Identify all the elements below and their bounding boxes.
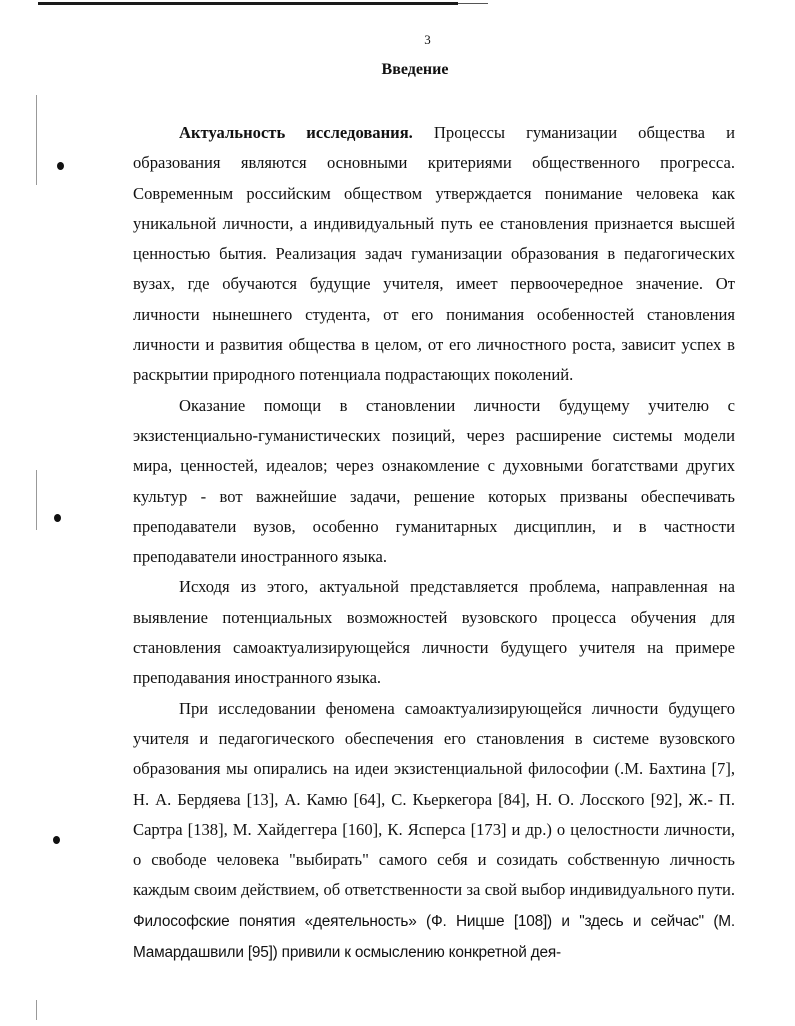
binding-hole-mark	[54, 514, 61, 522]
page-number: 3	[424, 32, 431, 47]
binding-hole-mark	[53, 836, 60, 844]
scan-margin-line	[36, 95, 37, 185]
binding-hole-mark	[57, 162, 64, 170]
paragraph-relevance	[133, 118, 735, 391]
paragraph-research-basis	[133, 694, 735, 969]
document-body	[133, 118, 735, 968]
paragraph-text: Исходя из этого, актуальной представляется проблема, направленная на выявление потенциальных возможностей вузовского процесса обучения для становления самоактуализирующейся личности будущего учителя на примере преподавания иностранного языка.	[133, 577, 735, 688]
paragraph-problem	[133, 572, 735, 693]
paragraph-lead: Актуальность исследования.	[179, 123, 413, 142]
page-title: Введение	[381, 61, 449, 78]
paragraph-text: Оказание помощи в становлении личности будущему учителю с экзистенциально-гуманистических позиций, через расширение системы модели мира, ценностей, идеалов; через ознакомление с духовными богатствами других культур - вот важнейшие задачи, решение которых призваны обеспечивать преподаватели вузов, особенно гуманитарных дисциплин, и в частности преподаватели иностранного языка.	[133, 395, 735, 567]
paragraph-continuation: Философские понятия «деятельность» (Ф. Ницше [108]) и "здесь и сейчас" (М. Мамардашвили [95]) привили к осмыслению конкретной дея-	[133, 912, 735, 962]
paragraph-text: Процессы гуманизации общества и образования являются основными критериями общественного прогресса. Современным российским обществом утверждается понимание человека как уникальной личности, а индивидуальный путь ее становления признается высшей ценностью бытия. Реализация задач гуманизации образования в педагогических вузах, где обучаются будущие учителя, имеет первоочередное значение. От личности нынешнего студента, от его понимания особенностей становления личности и развития общества в целом, от его личностного роста, зависит успех в раскрытии природного потенциала подрастающих поколений.	[133, 123, 735, 385]
scan-margin-line	[36, 1000, 37, 1020]
scan-top-rule-tail	[458, 3, 488, 4]
paragraph-assistance	[133, 391, 735, 573]
scan-margin-line	[36, 470, 37, 530]
paragraph-text: При исследовании феномена самоактуализирующейся личности будущего учителя и педагогического обеспечения его становления в системе вузовского образования мы опирались на идеи экзистенциальной философии (.М. Бахтина [7], Н. А. Бердяева [13], А. Камю [64], С. Кьеркегора [84], Н. О. Лосского [92], Ж.- П. Сартра [138], М. Хайдеггера [160], К. Ясперса [173] и др.) о целостности личности, о свободе человека "выбирать" самого себя и созидать собственную личность каждым своим действием, об ответственности за свой выбор индивидуального пути.	[133, 698, 735, 900]
scan-top-rule	[38, 2, 458, 5]
